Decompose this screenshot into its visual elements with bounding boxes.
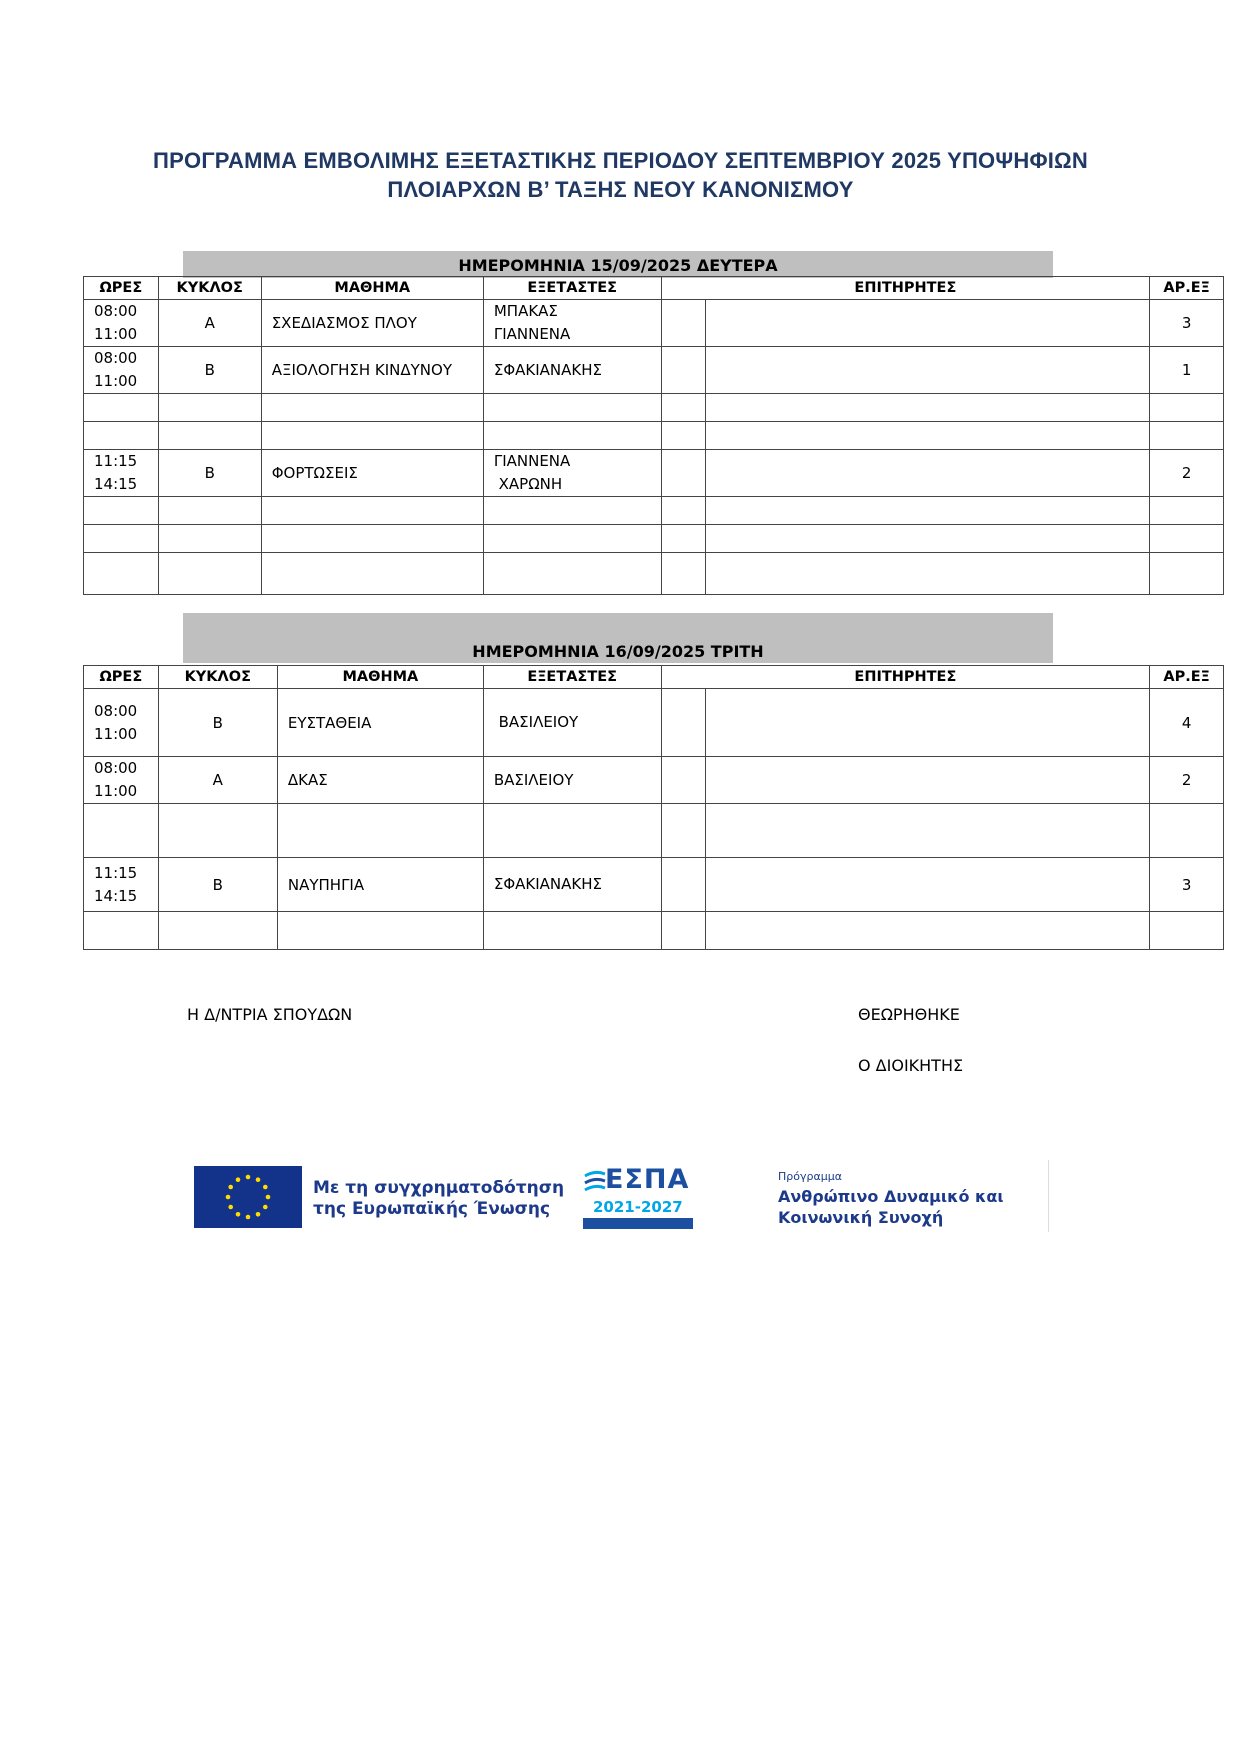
title-line-2: ΠΛΟΙΑΡΧΩΝ Β’ ΤΑΞΗΣ ΝΕΟΥ ΚΑΝΟΝΙΣΜΟΥ bbox=[387, 177, 854, 202]
table-row bbox=[84, 450, 1224, 497]
header-supervisors: ΕΠΙΤΗΡΗΤΕΣ bbox=[661, 666, 1150, 689]
cycle-cell bbox=[158, 553, 261, 595]
count-value: 2 bbox=[1181, 771, 1192, 789]
examiners-cell bbox=[483, 858, 661, 912]
table-row bbox=[84, 300, 1224, 347]
examiners-cell bbox=[483, 300, 661, 347]
supervisor-cell-b bbox=[705, 347, 1149, 394]
count-cell bbox=[1150, 525, 1224, 553]
funding-banner bbox=[190, 1160, 1049, 1232]
hours-cell bbox=[84, 757, 159, 804]
count-cell bbox=[1150, 912, 1224, 950]
subject-cell bbox=[261, 553, 483, 595]
table-row bbox=[84, 858, 1224, 912]
count-cell bbox=[1150, 497, 1224, 525]
cycle-cell bbox=[158, 347, 261, 394]
table-row bbox=[84, 912, 1224, 950]
subject-cell bbox=[277, 689, 483, 757]
supervisor-cell-b bbox=[705, 858, 1149, 912]
cycle-cell bbox=[158, 804, 277, 858]
espa-years: 2021-2027 bbox=[593, 1198, 683, 1216]
cycle-value: Α bbox=[212, 771, 223, 789]
table-row bbox=[84, 422, 1224, 450]
count-cell bbox=[1150, 450, 1224, 497]
start-time: 08:00 bbox=[94, 701, 138, 720]
eu-cofunding-text bbox=[313, 1178, 564, 1220]
subject-value: ΝΑΥΠΗΓΙΑ bbox=[287, 875, 365, 894]
title-line-1: ΠΡΟΓΡΑΜΜΑ ΕΜΒΟΛΙΜΗΣ ΕΞΕΤΑΣΤΙΚΗΣ ΠΕΡΙΟΔΟΥ ΣΕΠΤΕΜΒΡΙΟΥ 2025 ΥΠΟΨΗΦΙΩΝ bbox=[153, 148, 1088, 173]
examiners-cell bbox=[483, 912, 661, 950]
end-time: 11:00 bbox=[94, 372, 138, 390]
supervisor-cell-b bbox=[705, 450, 1149, 497]
start-time: 08:00 bbox=[94, 302, 138, 320]
examiner-1: ΣΦΑΚΙΑΝΑΚΗΣ bbox=[493, 360, 602, 379]
examiners-cell bbox=[483, 422, 661, 450]
cycle-cell bbox=[158, 689, 277, 757]
hours-cell bbox=[84, 497, 159, 525]
subject-value: ΕΥΣΤΑΘΕΙΑ bbox=[287, 713, 372, 732]
examiner-2: ΓΙΑΝΝΕΝΑ bbox=[493, 325, 571, 343]
subject-value: ΦΟΡΤΩΣΕΙΣ bbox=[271, 464, 358, 482]
count-value: 4 bbox=[1181, 713, 1192, 732]
eu-star-icon bbox=[246, 1215, 251, 1220]
table-row bbox=[84, 689, 1224, 757]
supervisor-cell-a bbox=[661, 804, 705, 858]
subject-value: ΑΞΙΟΛΟΓΗΣΗ ΚΙΝΔΥΝΟΥ bbox=[271, 361, 452, 379]
date-bar-day2 bbox=[183, 613, 1053, 663]
subject-cell bbox=[277, 804, 483, 858]
examiner-1: ΜΠΑΚΑΣ bbox=[493, 302, 558, 320]
cycle-cell bbox=[158, 757, 277, 804]
table-row bbox=[84, 757, 1224, 804]
header-cycle: ΚΥΚΛΟΣ bbox=[158, 277, 261, 300]
table-row bbox=[84, 497, 1224, 525]
header-hours: ΩΡΕΣ bbox=[84, 666, 159, 689]
schedule-table-day2 bbox=[83, 665, 1224, 950]
count-cell bbox=[1150, 347, 1224, 394]
program-name bbox=[778, 1186, 1004, 1228]
espa-word: ΕΣΠΑ bbox=[605, 1164, 690, 1195]
header-supervisors: ΕΠΙΤΗΡΗΤΕΣ bbox=[661, 277, 1150, 300]
hours-cell bbox=[84, 394, 159, 422]
subject-cell bbox=[261, 450, 483, 497]
count-cell bbox=[1150, 804, 1224, 858]
table-row bbox=[84, 347, 1224, 394]
hours-cell bbox=[84, 804, 159, 858]
examiner-1: ΓΙΑΝΝΕΝΑ bbox=[493, 452, 571, 470]
subject-value: ΣΧΕΔΙΑΣΜΟΣ ΠΛΟΥ bbox=[271, 314, 417, 332]
subject-cell bbox=[261, 300, 483, 347]
eu-star-icon bbox=[256, 1177, 261, 1182]
examiners-cell bbox=[483, 497, 661, 525]
cycle-cell bbox=[158, 422, 261, 450]
hours-cell bbox=[84, 858, 159, 912]
start-time: 11:15 bbox=[94, 863, 138, 882]
table-header-row bbox=[84, 277, 1224, 300]
count-value: 3 bbox=[1181, 875, 1192, 894]
approved-label: ΘΕΩΡΗΘΗΚΕ bbox=[858, 1005, 960, 1024]
supervisor-cell-a bbox=[661, 300, 705, 347]
hours-cell bbox=[84, 525, 159, 553]
eu-star-icon bbox=[228, 1205, 233, 1210]
eu-flag-icon bbox=[194, 1166, 302, 1228]
supervisor-cell-b bbox=[705, 300, 1149, 347]
supervisor-cell-a bbox=[661, 347, 705, 394]
cycle-value: Β bbox=[204, 361, 215, 379]
hours-cell bbox=[84, 347, 159, 394]
espa-strip bbox=[583, 1218, 693, 1229]
table-row bbox=[84, 804, 1224, 858]
eu-star-icon bbox=[263, 1205, 268, 1210]
header-subject: ΜΑΘΗΜΑ bbox=[277, 666, 483, 689]
supervisor-cell-a bbox=[661, 757, 705, 804]
cycle-cell bbox=[158, 394, 261, 422]
commander-label: Ο ΔΙΟΙΚΗΤΗΣ bbox=[858, 1056, 964, 1075]
subject-cell bbox=[277, 858, 483, 912]
examiners-cell bbox=[483, 804, 661, 858]
end-time: 11:00 bbox=[94, 325, 138, 343]
examiners-cell bbox=[483, 689, 661, 757]
cycle-cell bbox=[158, 450, 261, 497]
program-label: Πρόγραμμα bbox=[778, 1170, 842, 1183]
examiners-cell bbox=[483, 553, 661, 595]
examiner-2: ΧΑΡΩΝΗ bbox=[493, 475, 563, 493]
eu-star-icon bbox=[246, 1175, 251, 1180]
end-time: 14:15 bbox=[94, 886, 138, 905]
supervisor-cell-b bbox=[705, 757, 1149, 804]
table-row bbox=[84, 553, 1224, 595]
subject-cell bbox=[261, 394, 483, 422]
table-header-row bbox=[84, 666, 1224, 689]
count-cell bbox=[1150, 689, 1224, 757]
subject-cell bbox=[277, 912, 483, 950]
subject-cell bbox=[261, 497, 483, 525]
schedule-table-day1 bbox=[83, 276, 1224, 595]
date-bar-day1 bbox=[183, 251, 1053, 278]
supervisor-cell-b bbox=[705, 553, 1149, 595]
hours-cell bbox=[84, 422, 159, 450]
start-time: 08:00 bbox=[94, 759, 138, 777]
eu-star-icon bbox=[266, 1195, 271, 1200]
supervisor-cell-a bbox=[661, 422, 705, 450]
count-cell bbox=[1150, 757, 1224, 804]
end-time: 11:00 bbox=[94, 782, 138, 800]
cycle-value: Β bbox=[212, 713, 223, 732]
header-count: ΑΡ.ΕΞ bbox=[1150, 666, 1224, 689]
supervisor-cell-a bbox=[661, 553, 705, 595]
examiners-cell bbox=[483, 757, 661, 804]
header-examiners: ΕΞΕΤΑΣΤΕΣ bbox=[483, 666, 661, 689]
subject-cell bbox=[261, 347, 483, 394]
document-title bbox=[100, 146, 1141, 204]
count-cell bbox=[1150, 858, 1224, 912]
table-row bbox=[84, 394, 1224, 422]
count-value: 3 bbox=[1181, 314, 1192, 332]
espa-logo bbox=[583, 1164, 713, 1230]
examiner-1: ΒΑΣΙΛΕΙΟΥ bbox=[493, 770, 574, 789]
supervisor-cell-b bbox=[705, 689, 1149, 757]
supervisor-cell-a bbox=[661, 450, 705, 497]
supervisor-cell-a bbox=[661, 525, 705, 553]
subject-cell bbox=[261, 422, 483, 450]
start-time: 08:00 bbox=[94, 349, 138, 367]
examiners-cell bbox=[483, 394, 661, 422]
cycle-cell bbox=[158, 525, 261, 553]
supervisor-cell-b bbox=[705, 912, 1149, 950]
supervisor-cell-b bbox=[705, 394, 1149, 422]
cycle-cell bbox=[158, 912, 277, 950]
supervisor-cell-b bbox=[705, 804, 1149, 858]
examiner-1: ΣΦΑΚΙΑΝΑΚΗΣ bbox=[493, 875, 602, 893]
eu-star-icon bbox=[226, 1195, 231, 1200]
cycle-value: Α bbox=[204, 314, 215, 332]
supervisor-cell-a bbox=[661, 689, 705, 757]
count-cell bbox=[1150, 422, 1224, 450]
examiners-cell bbox=[483, 525, 661, 553]
eu-star-icon bbox=[236, 1212, 241, 1217]
end-time: 11:00 bbox=[94, 724, 138, 743]
supervisor-cell-b bbox=[705, 525, 1149, 553]
eu-star-icon bbox=[263, 1185, 268, 1190]
supervisor-cell-b bbox=[705, 497, 1149, 525]
supervisor-cell-a bbox=[661, 858, 705, 912]
eu-text-line-2: της Ευρωπαϊκής Ένωσης bbox=[313, 1199, 551, 1219]
eu-star-icon bbox=[228, 1185, 233, 1190]
header-hours: ΩΡΕΣ bbox=[84, 277, 159, 300]
start-time: 11:15 bbox=[94, 452, 138, 470]
header-subject: ΜΑΘΗΜΑ bbox=[261, 277, 483, 300]
cycle-value: Β bbox=[204, 464, 215, 482]
eu-star-icon bbox=[256, 1212, 261, 1217]
studies-director-label: Η Δ/ΝΤΡΙΑ ΣΠΟΥΔΩΝ bbox=[187, 1005, 353, 1024]
examiners-cell bbox=[483, 347, 661, 394]
hours-cell bbox=[84, 689, 159, 757]
header-count: ΑΡ.ΕΞ bbox=[1150, 277, 1224, 300]
hours-cell bbox=[84, 450, 159, 497]
count-cell bbox=[1150, 394, 1224, 422]
count-value: 1 bbox=[1181, 361, 1192, 379]
program-name-line-2: Κοινωνική Συνοχή bbox=[778, 1208, 944, 1227]
hours-cell bbox=[84, 912, 159, 950]
hours-cell bbox=[84, 300, 159, 347]
cycle-cell bbox=[158, 858, 277, 912]
cycle-cell bbox=[158, 497, 261, 525]
supervisor-cell-b bbox=[705, 422, 1149, 450]
header-examiners: ΕΞΕΤΑΣΤΕΣ bbox=[483, 277, 661, 300]
eu-text-line-1: Με τη συγχρηματοδότηση bbox=[313, 1178, 565, 1198]
subject-cell bbox=[277, 757, 483, 804]
cycle-value: Β bbox=[212, 875, 223, 894]
examiners-cell bbox=[483, 450, 661, 497]
subject-value: ΔΚΑΣ bbox=[287, 771, 328, 789]
hours-cell bbox=[84, 553, 159, 595]
end-time: 14:15 bbox=[94, 475, 138, 493]
supervisor-cell-a bbox=[661, 497, 705, 525]
supervisor-cell-a bbox=[661, 912, 705, 950]
count-value: 2 bbox=[1181, 464, 1192, 482]
count-cell bbox=[1150, 300, 1224, 347]
supervisor-cell-a bbox=[661, 394, 705, 422]
subject-cell bbox=[261, 525, 483, 553]
date-label-day1: ΗΜΕΡΟΜΗΝΙΑ 15/09/2025 ΔΕΥΤΕΡΑ bbox=[458, 256, 778, 275]
count-cell bbox=[1150, 553, 1224, 595]
examiner-1: ΒΑΣΙΛΕΙΟΥ bbox=[493, 713, 579, 731]
espa-waves-icon bbox=[583, 1170, 607, 1196]
table-row bbox=[84, 525, 1224, 553]
cycle-cell bbox=[158, 300, 261, 347]
header-cycle: ΚΥΚΛΟΣ bbox=[158, 666, 277, 689]
eu-star-icon bbox=[236, 1177, 241, 1182]
date-label-day2: ΗΜΕΡΟΜΗΝΙΑ 16/09/2025 ΤΡΙΤΗ bbox=[472, 642, 764, 661]
program-name-line-1: Ανθρώπινο Δυναμικό και bbox=[778, 1187, 1004, 1206]
